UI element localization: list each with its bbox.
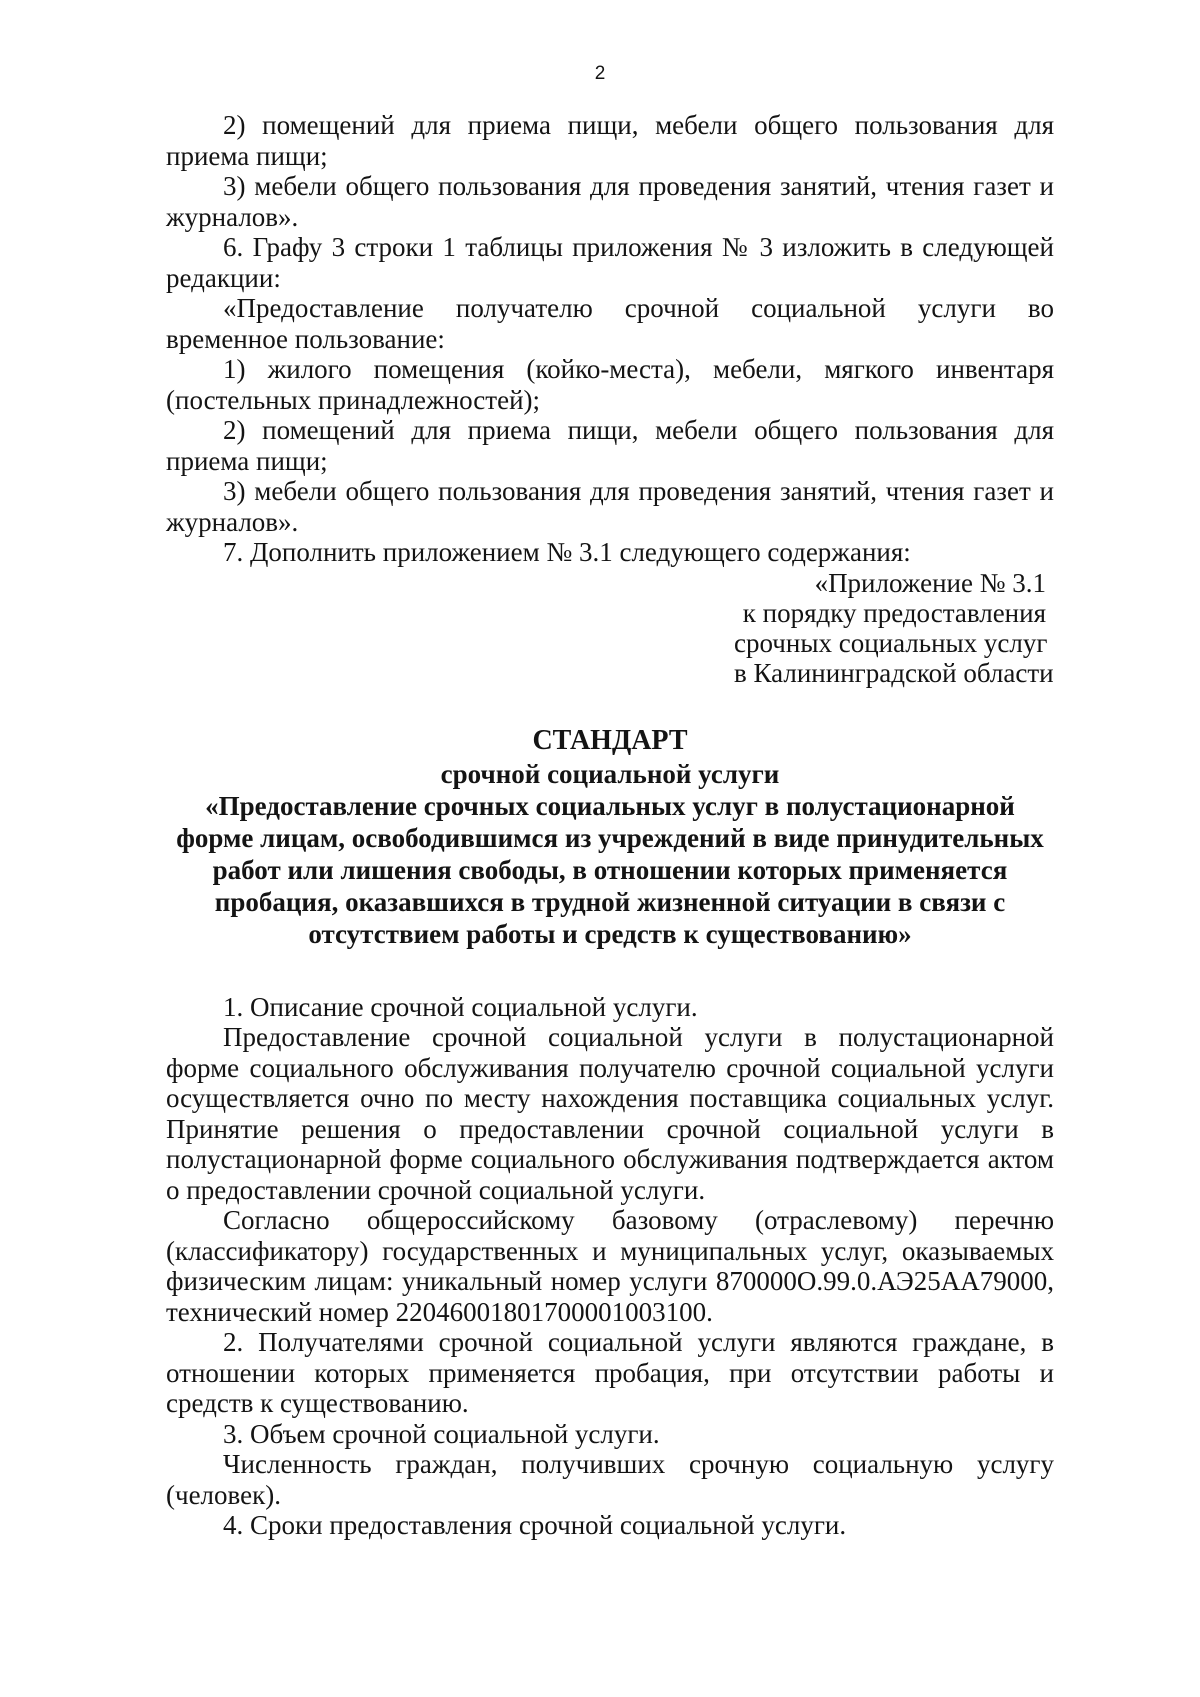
paragraph: Предоставление срочной социальной услуги в полустационарной форме социального обслуживания получателю срочной социальной услуги осуществляется очно по месту нахождения поставщика социальных услуг. Принятие решения о предоставлении срочной социальной услуги в полустационарной форме социального обслуживания подтверждается актом о предоставлении срочной социальной услуги. xyxy=(166,1022,1054,1205)
standard-title: СТАНДАРТ xyxy=(532,724,688,756)
paragraph: «Предоставление получателю срочной социальной услуги во временное пользование: xyxy=(166,293,1054,354)
paragraph: 3) мебели общего пользования для проведения занятий, чтения газет и журналов». xyxy=(166,171,1054,232)
paragraph: 2. Получателями срочной социальной услуги являются граждане, в отношении которых применяется пробация, при отсутствии работы и средств к существованию. xyxy=(166,1327,1054,1418)
paragraph: 2) помещений для приема пищи, мебели общего пользования для приема пищи; xyxy=(166,110,1054,171)
page-number: 2 xyxy=(594,63,606,84)
paragraph: 6. Графу 3 строки 1 таблицы приложения № 3 изложить в следующей редакции: xyxy=(166,232,1054,293)
standard-sections xyxy=(166,992,1054,1541)
section-heading: 3. Объем срочной социальной услуги. xyxy=(223,1418,660,1449)
standard-title-block xyxy=(166,724,1054,950)
paragraph: Согласно общероссийскому базовому (отраслевому) перечню (классификатору) государственных и муниципальных услуг, оказываемых физическим лицам: уникальный номер услуги 870000О.99.0.АЭ25АА79000, технический номер 22046001801700001003100. xyxy=(166,1205,1054,1327)
paragraph: 3) мебели общего пользования для проведения занятий, чтения газет и журналов». xyxy=(166,476,1054,537)
paragraph: 2) помещений для приема пищи, мебели общего пользования для приема пищи; xyxy=(166,415,1054,476)
paragraph: 7. Дополнить приложением № 3.1 следующего содержания: xyxy=(223,537,911,567)
section-heading: 1. Описание срочной социальной услуги. xyxy=(223,991,698,1022)
appendix-line: в Калининградской области xyxy=(734,657,1054,688)
section-heading: 4. Сроки предоставления срочной социальной услуги. xyxy=(223,1510,847,1540)
paragraph: 1) жилого помещения (койко-места), мебели, мягкого инвентаря (постельных принадлежностей); xyxy=(166,354,1054,415)
appendix-line: к порядку предоставления xyxy=(742,597,1046,628)
standard-name: «Предоставление срочных социальных услуг в полустационарной форме лицам, освободившимся из учреждений в виде принудительных работ или лишения свободы, в отношении которых применяется пробация, оказавшихся в трудной жизненной ситуации в связи с отсутствием работы и средств к существованию» xyxy=(176,790,1044,949)
paragraph: Численность граждан, получивших срочную социальную услугу (человек). xyxy=(166,1449,1054,1510)
document-body xyxy=(166,110,1054,1541)
appendix-line: «Приложение № 3.1 xyxy=(814,567,1046,598)
appendix-line: срочных социальных услуг xyxy=(734,627,1048,658)
appendix-header xyxy=(734,567,1054,688)
standard-subtitle: срочной социальной услуги xyxy=(440,758,780,789)
